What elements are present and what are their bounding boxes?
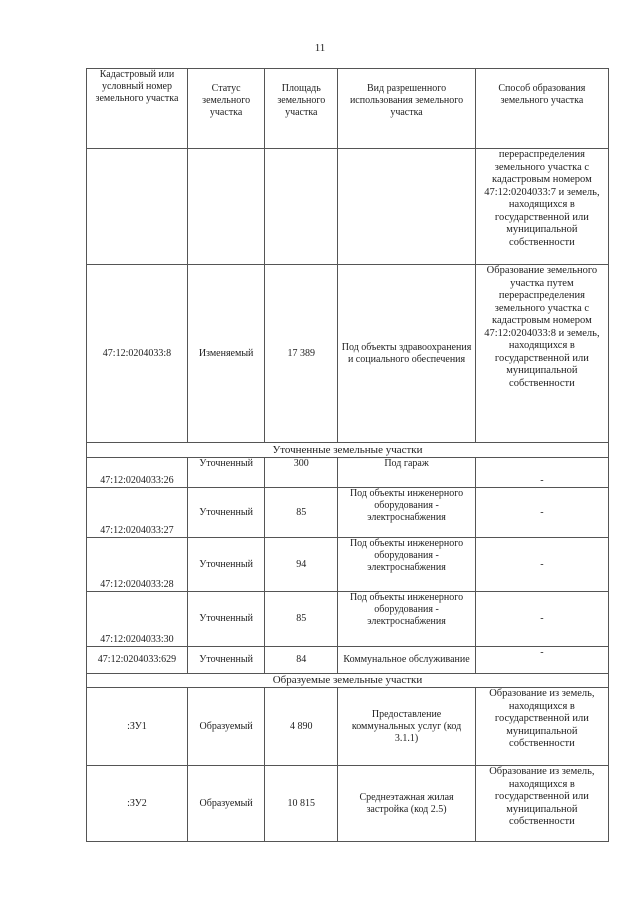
cadastral-number-cell: 47:12:0204033:30 — [87, 592, 188, 647]
status-cell: Образуемый — [187, 766, 264, 842]
formation-method-cell: - — [475, 592, 608, 647]
cadastral-number-cell: :ЗУ1 — [87, 688, 188, 766]
permitted-use-cell: Предоставление коммунальных услуг (код 3.1.1) — [338, 688, 475, 766]
formation-method-cell: - — [475, 488, 608, 538]
status-cell: Уточненный — [187, 488, 264, 538]
header-cadastral-number: Кадастровый или условный номер земельного участка — [87, 69, 188, 149]
permitted-use-cell: Коммунальное обслуживание — [338, 647, 475, 674]
area-cell: 10 815 — [265, 766, 338, 842]
status-cell: Образуемый — [187, 688, 264, 766]
formation-method-cell: Образование из земель, находящихся в государственной или муниципальной собственности — [475, 688, 608, 766]
section-formed-row — [87, 674, 609, 688]
area-cell: 85 — [265, 488, 338, 538]
area-cell: 84 — [265, 647, 338, 674]
changed-plot-row — [87, 265, 609, 443]
page-number: 11 — [314, 42, 326, 54]
area-cell: 300 — [265, 458, 338, 488]
refined-plot-row — [87, 488, 609, 538]
formation-method-cell: Образование из земель, находящихся в государственной или муниципальной собственности — [475, 766, 608, 842]
permitted-use-cell: Под объекты инженерного оборудования - электроснабжения — [338, 488, 475, 538]
header-formation-method: Способ образования земельного участка — [475, 69, 608, 149]
formation-method-cell: - — [475, 458, 608, 488]
area-cell: 85 — [265, 592, 338, 647]
cadastral-number-cell: 47:12:0204033:27 — [87, 488, 188, 538]
empty-cell — [187, 149, 264, 265]
section-refined-row — [87, 443, 609, 458]
refined-plot-row — [87, 458, 609, 488]
empty-cell — [338, 149, 475, 265]
empty-cell — [87, 149, 188, 265]
header-status: Статус земельного участка — [187, 69, 264, 149]
formed-plot-row — [87, 766, 609, 842]
cadastral-number-cell: 47:12:0204033:8 — [87, 265, 188, 443]
permitted-use-cell: Среднеэтажная жилая застройка (код 2.5) — [338, 766, 475, 842]
cadastral-number-cell: 47:12:0204033:26 — [87, 458, 188, 488]
cadastral-number-cell: 47:12:0204033:28 — [87, 538, 188, 592]
status-cell: Уточненный — [187, 592, 264, 647]
header-permitted-use: Вид разрешенного использования земельного участка — [338, 69, 475, 149]
permitted-use-cell: Под объекты здравоохранения и социального обеспечения — [338, 265, 475, 443]
refined-plot-row — [87, 592, 609, 647]
status-cell: Изменяемый — [187, 265, 264, 443]
formation-method-cell: перераспределения земельного участка с кадастровым номером 47:12:0204033:7 и земель, находящихся в государственной или муниципальной собственности — [475, 149, 608, 265]
formed-plot-row — [87, 688, 609, 766]
continued-row — [87, 149, 609, 265]
permitted-use-cell: Под объекты инженерного оборудования - электроснабжения — [338, 538, 475, 592]
formation-method-cell: Образование земельного участка путем перераспределения земельного участка с кадастровым номером 47:12:0204033:8 и земель, находящихся в государственной или муниципальной собственности — [475, 265, 608, 443]
status-cell: Уточненный — [187, 538, 264, 592]
formation-method-cell: - — [475, 647, 608, 674]
section-refined-title: Уточненные земельные участки — [87, 443, 609, 458]
header-area: Площадь земельного участка — [265, 69, 338, 149]
area-cell: 17 389 — [265, 265, 338, 443]
empty-cell — [265, 149, 338, 265]
permitted-use-cell: Под объекты инженерного оборудования - электроснабжения — [338, 592, 475, 647]
refined-plot-row — [87, 647, 609, 674]
land-plots-table — [86, 68, 609, 842]
section-formed-title: Образуемые земельные участки — [87, 674, 609, 688]
status-cell: Уточненный — [187, 647, 264, 674]
header-row — [87, 69, 609, 149]
cadastral-number-cell: :ЗУ2 — [87, 766, 188, 842]
permitted-use-cell: Под гараж — [338, 458, 475, 488]
formation-method-cell: - — [475, 538, 608, 592]
cadastral-number-cell: 47:12:0204033:629 — [87, 647, 188, 674]
status-cell: Уточненный — [187, 458, 264, 488]
refined-plot-row — [87, 538, 609, 592]
area-cell: 4 890 — [265, 688, 338, 766]
area-cell: 94 — [265, 538, 338, 592]
